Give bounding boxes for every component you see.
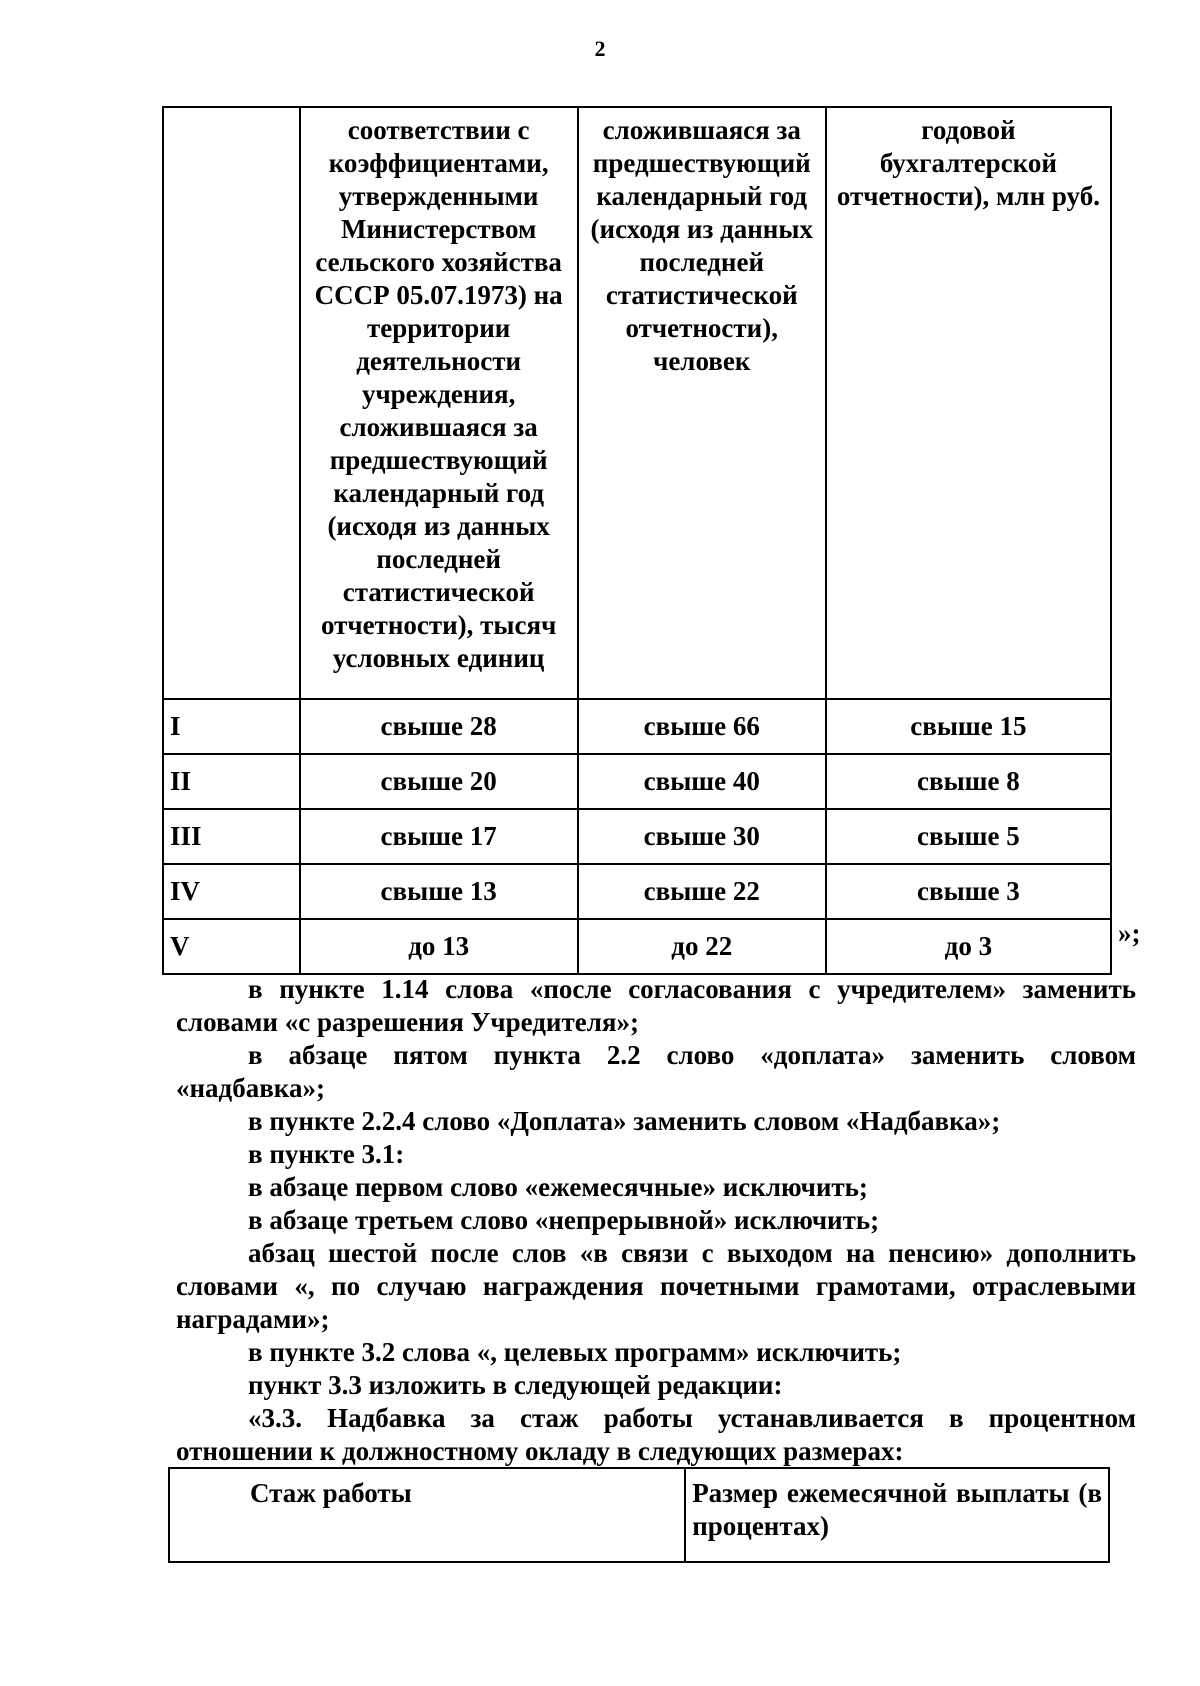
staff-cell: свыше 40 xyxy=(578,754,826,809)
table-row xyxy=(163,864,1111,919)
paragraph: в абзаце первом слово «ежемесячные» исключить; xyxy=(248,1172,868,1202)
table-row xyxy=(163,919,1111,974)
group-cell: II xyxy=(163,754,300,809)
revenue-cell: до 3 xyxy=(826,919,1111,974)
payment-size-header-cell: Размер ежемесячной выплаты (в процентах) xyxy=(685,1468,1109,1562)
paragraph: в пункте 1.14 слова «после согласования с учредителем» заменить словами «с разрешения Учредителя»; xyxy=(176,974,1136,1037)
staff-cell: до 22 xyxy=(578,919,826,974)
header-cell-group xyxy=(163,107,300,699)
staff-cell: свыше 30 xyxy=(578,809,826,864)
paragraph: в абзаце третьем слово «непрерывной» исключить; xyxy=(248,1205,880,1235)
group-cell: V xyxy=(163,919,300,974)
paragraph: «3.3. Надбавка за стаж работы устанавливается в процентном отношении к должностному окладу в следующих размерах: xyxy=(176,1403,1136,1466)
group-cell: III xyxy=(163,809,300,864)
table-header-row xyxy=(163,107,1111,699)
volume-cell: свыше 13 xyxy=(300,864,578,919)
closing-quote-mark: »; xyxy=(1118,918,1141,948)
revenue-cell: свыше 8 xyxy=(826,754,1111,809)
classification-table xyxy=(162,106,1112,975)
amendments-text xyxy=(176,973,1136,1468)
table-row xyxy=(163,699,1111,754)
volume-cell: до 13 xyxy=(300,919,578,974)
revenue-cell: свыше 3 xyxy=(826,864,1111,919)
header-cell-volume xyxy=(300,107,578,699)
volume-cell: свыше 17 xyxy=(300,809,578,864)
revenue-cell: свыше 15 xyxy=(826,699,1111,754)
table-row xyxy=(163,809,1111,864)
header-cell-staff xyxy=(578,107,826,699)
paragraph: в пункте 3.2 слова «, целевых программ» исключить; xyxy=(248,1337,902,1367)
volume-cell: свыше 28 xyxy=(300,699,578,754)
header-cell-revenue xyxy=(826,107,1111,699)
revenue-cell: свыше 5 xyxy=(826,809,1111,864)
paragraph: абзац шестой после слов «в связи с выходом на пенсию» дополнить словами «, по случаю награждения почетными грамотами, отраслевыми наградами»; xyxy=(176,1238,1136,1334)
seniority-table xyxy=(168,1467,1110,1563)
header-revenue-text: годовой бухгалтерской отчетности), млн руб. xyxy=(836,115,1100,211)
page-number: 2 xyxy=(594,36,606,61)
group-cell: I xyxy=(163,699,300,754)
header-staff-text: сложившаяся за предшествующий календарный год (исходя из данных последней статистической отчетности), человек xyxy=(590,115,813,376)
seniority-header-cell: Стаж работы xyxy=(169,1468,685,1562)
paragraph: в абзаце пятом пункта 2.2 слово «доплата» заменить словом «надбавка»; xyxy=(176,1040,1136,1103)
staff-cell: свыше 22 xyxy=(578,864,826,919)
volume-cell: свыше 20 xyxy=(300,754,578,809)
group-cell: IV xyxy=(163,864,300,919)
staff-cell: свыше 66 xyxy=(578,699,826,754)
seniority-table-header xyxy=(169,1468,1109,1562)
paragraph: в пункте 2.2.4 слово «Доплата» заменить словом «Надбавка»; xyxy=(248,1106,1001,1136)
header-volume-text: соответствии с коэффициентами, утвержденными Министерством сельского хозяйства СССР 05.07.1973) на территории деятельности учреждения, сложившаяся за предшествующий календарный год (исходя из данных последней статистической отчетности), тысяч условных единиц xyxy=(314,115,563,673)
paragraph: пункт 3.3 изложить в следующей редакции: xyxy=(248,1370,783,1400)
paragraph: в пункте 3.1: xyxy=(248,1139,405,1169)
table-row xyxy=(163,754,1111,809)
